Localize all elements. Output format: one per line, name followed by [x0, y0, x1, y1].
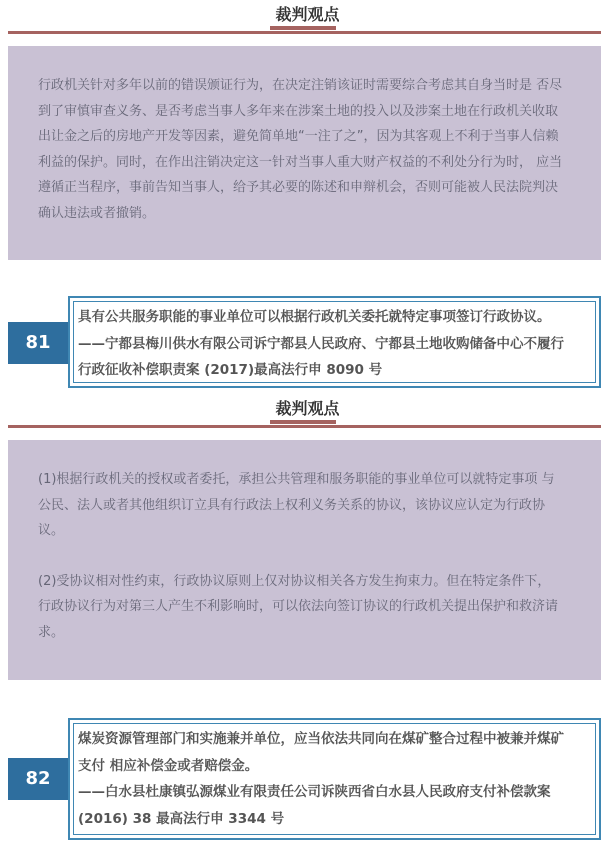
text-line: 遵循正当程序，事前告知当事人，给予其必要的陈述和申辩机会，否则可能被人民法院判决 [38, 180, 559, 195]
title-underline [270, 420, 336, 424]
text-line: 利益的保护。同时，在作出注销决定这一针对当事人重大财产权益的不利处分行为时， 应当 [38, 154, 563, 170]
case-line: 支付 相应补偿金或者赔偿金。 [78, 757, 259, 774]
opinion-paragraph [38, 569, 571, 646]
case-line: 行政征收补偿职责案 (2017)最高法行申 8090 号 [78, 362, 383, 378]
section-heading-2 [0, 398, 615, 420]
case-line: 具有公共服务职能的事业单位可以根据行政机关委托就特定事项签订行政协议。 [78, 309, 551, 325]
text-line: 行政机关针对多年以前的错误颁证行为，在决定注销该证时需要综合考虑其自身当时是 否尽 [38, 78, 563, 93]
case-card-81 [8, 296, 601, 388]
opinion-box-1 [8, 46, 601, 260]
divider [8, 425, 601, 428]
divider [8, 31, 601, 34]
text-line: 求。 [38, 624, 65, 640]
case-card-82 [8, 718, 601, 840]
text-line: 公民、法人或者其他组织订立具有行政法上权利义务关系的协议，该协议应认定为行政协 [38, 497, 546, 513]
case-line: ——白水县杜康镇弘源煤业有限责任公司诉陕西省白水县人民政府支付补偿款案 [78, 784, 551, 800]
case-line: 煤炭资源管理部门和实施兼并单位，应当依法共同向在煤矿整合过程中被兼并煤矿 [78, 731, 564, 747]
text-line: (1)根据行政机关的授权或者委托，承担公共管理和服务职能的事业单位可以就特定事项 与 [38, 472, 555, 487]
text-line: 出让金之后的房地产开发等因素，避免简单地“一注了之”，因为其客观上不利于当事人信赖 [38, 129, 559, 144]
text-line: 确认违法或者撤销。 [38, 205, 156, 221]
case-line: ——宁都县梅川供水有限公司诉宁都县人民政府、宁都县土地收购储备中心不履行 [78, 335, 564, 352]
section-title: 裁判观点 [275, 5, 340, 24]
case-text [78, 726, 591, 832]
opinion-paragraph [38, 73, 571, 226]
text-line: 到了审慎审查义务、是否考虑当事人多年来在涉案土地的投入以及涉案土地在行政机关收取 [38, 103, 559, 119]
section-title: 裁判观点 [275, 399, 340, 418]
title-underline [270, 26, 336, 30]
text-line: 议。 [38, 523, 65, 538]
text-line: 行政协议行为对第三人产生不利影响时，可以依法向签订协议的行政机关提出保护和救济请 [38, 599, 559, 614]
case-number: 82 [8, 758, 68, 800]
case-number: 81 [8, 322, 68, 364]
text-line: (2)受协议相对性约束，行政协议原则上仅对协议相关各方发生拘束力。但在特定条件下， [38, 573, 551, 589]
opinion-paragraph [38, 467, 571, 544]
case-line: (2016) 38 最高法行申 3344 号 [78, 810, 285, 827]
section-heading-1 [0, 4, 615, 26]
opinion-box-2 [8, 440, 601, 680]
case-text [78, 304, 591, 384]
